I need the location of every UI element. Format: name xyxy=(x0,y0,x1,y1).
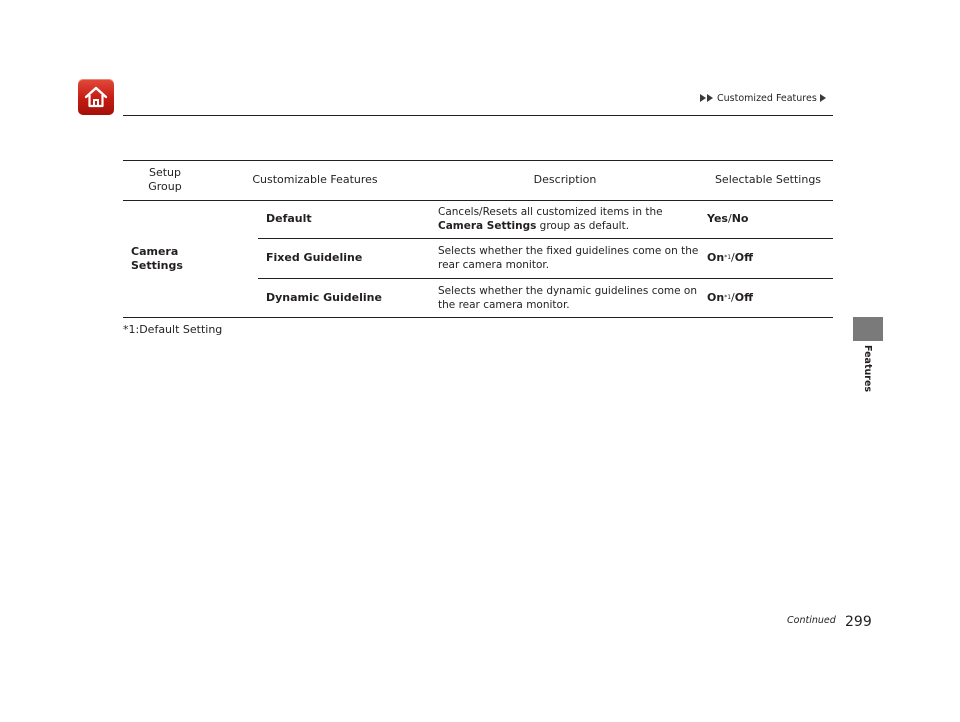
footnote: *1:Default Setting xyxy=(123,323,223,336)
arrow-right-icon xyxy=(707,94,713,102)
description-dynamic-guideline xyxy=(438,278,697,317)
description-line: Selects whether the fixed guidelines come on the xyxy=(438,245,699,257)
continued-label: Continued xyxy=(787,615,836,626)
setting-option: On xyxy=(707,290,725,304)
setting-option: Off xyxy=(734,251,753,264)
setting-option: No xyxy=(731,212,749,225)
description-line: group as default. xyxy=(536,220,630,232)
arrow-right-icon xyxy=(820,94,826,102)
side-tab-marker[interactable] xyxy=(853,317,883,341)
column-header-customizable-features: Customizable Features xyxy=(252,173,378,186)
home-icon xyxy=(82,83,110,111)
description-emphasis: Camera Settings xyxy=(438,220,537,232)
column-header-selectable-settings: Selectable Settings xyxy=(714,173,822,186)
header-divider xyxy=(123,115,833,116)
setting-dynamic-guideline: On *1 / Off xyxy=(707,290,753,304)
setting-separator: / xyxy=(731,251,735,264)
setting-fixed-guideline: On *1 / Off xyxy=(707,251,753,264)
page-number: 299 xyxy=(845,614,872,630)
column-header-description: Description xyxy=(533,173,597,186)
feature-default: Default xyxy=(266,212,312,225)
description-default xyxy=(438,200,663,238)
setup-group-camera-settings: Camera Settings xyxy=(131,244,183,272)
setting-option: Yes xyxy=(707,212,728,225)
arrow-right-icon xyxy=(700,94,706,102)
setting-option: Off xyxy=(734,290,753,304)
breadcrumb xyxy=(700,93,827,104)
description-line: Selects whether the dynamic guidelines come on xyxy=(438,284,698,297)
column-header-setup-group: Setup Group xyxy=(148,166,182,193)
setting-default xyxy=(707,200,748,238)
description-line: Cancels/Resets all customized items in the xyxy=(438,206,663,218)
setting-separator: / xyxy=(727,212,732,225)
table-header xyxy=(123,160,833,200)
feature-fixed-guideline: Fixed Guideline xyxy=(266,251,363,264)
setting-separator: / xyxy=(731,290,735,304)
feature-dynamic-guideline: Dynamic Guideline xyxy=(266,290,382,304)
description-line: rear camera monitor. xyxy=(438,259,550,271)
breadcrumb-label[interactable]: Customized Features xyxy=(717,93,817,104)
description-line: the rear camera monitor. xyxy=(438,298,570,311)
table-bottom-rule xyxy=(123,317,833,318)
description-fixed-guideline xyxy=(438,238,698,278)
home-button[interactable] xyxy=(78,79,114,115)
side-tab-label: Features xyxy=(862,345,873,393)
setting-option: On xyxy=(707,251,725,264)
